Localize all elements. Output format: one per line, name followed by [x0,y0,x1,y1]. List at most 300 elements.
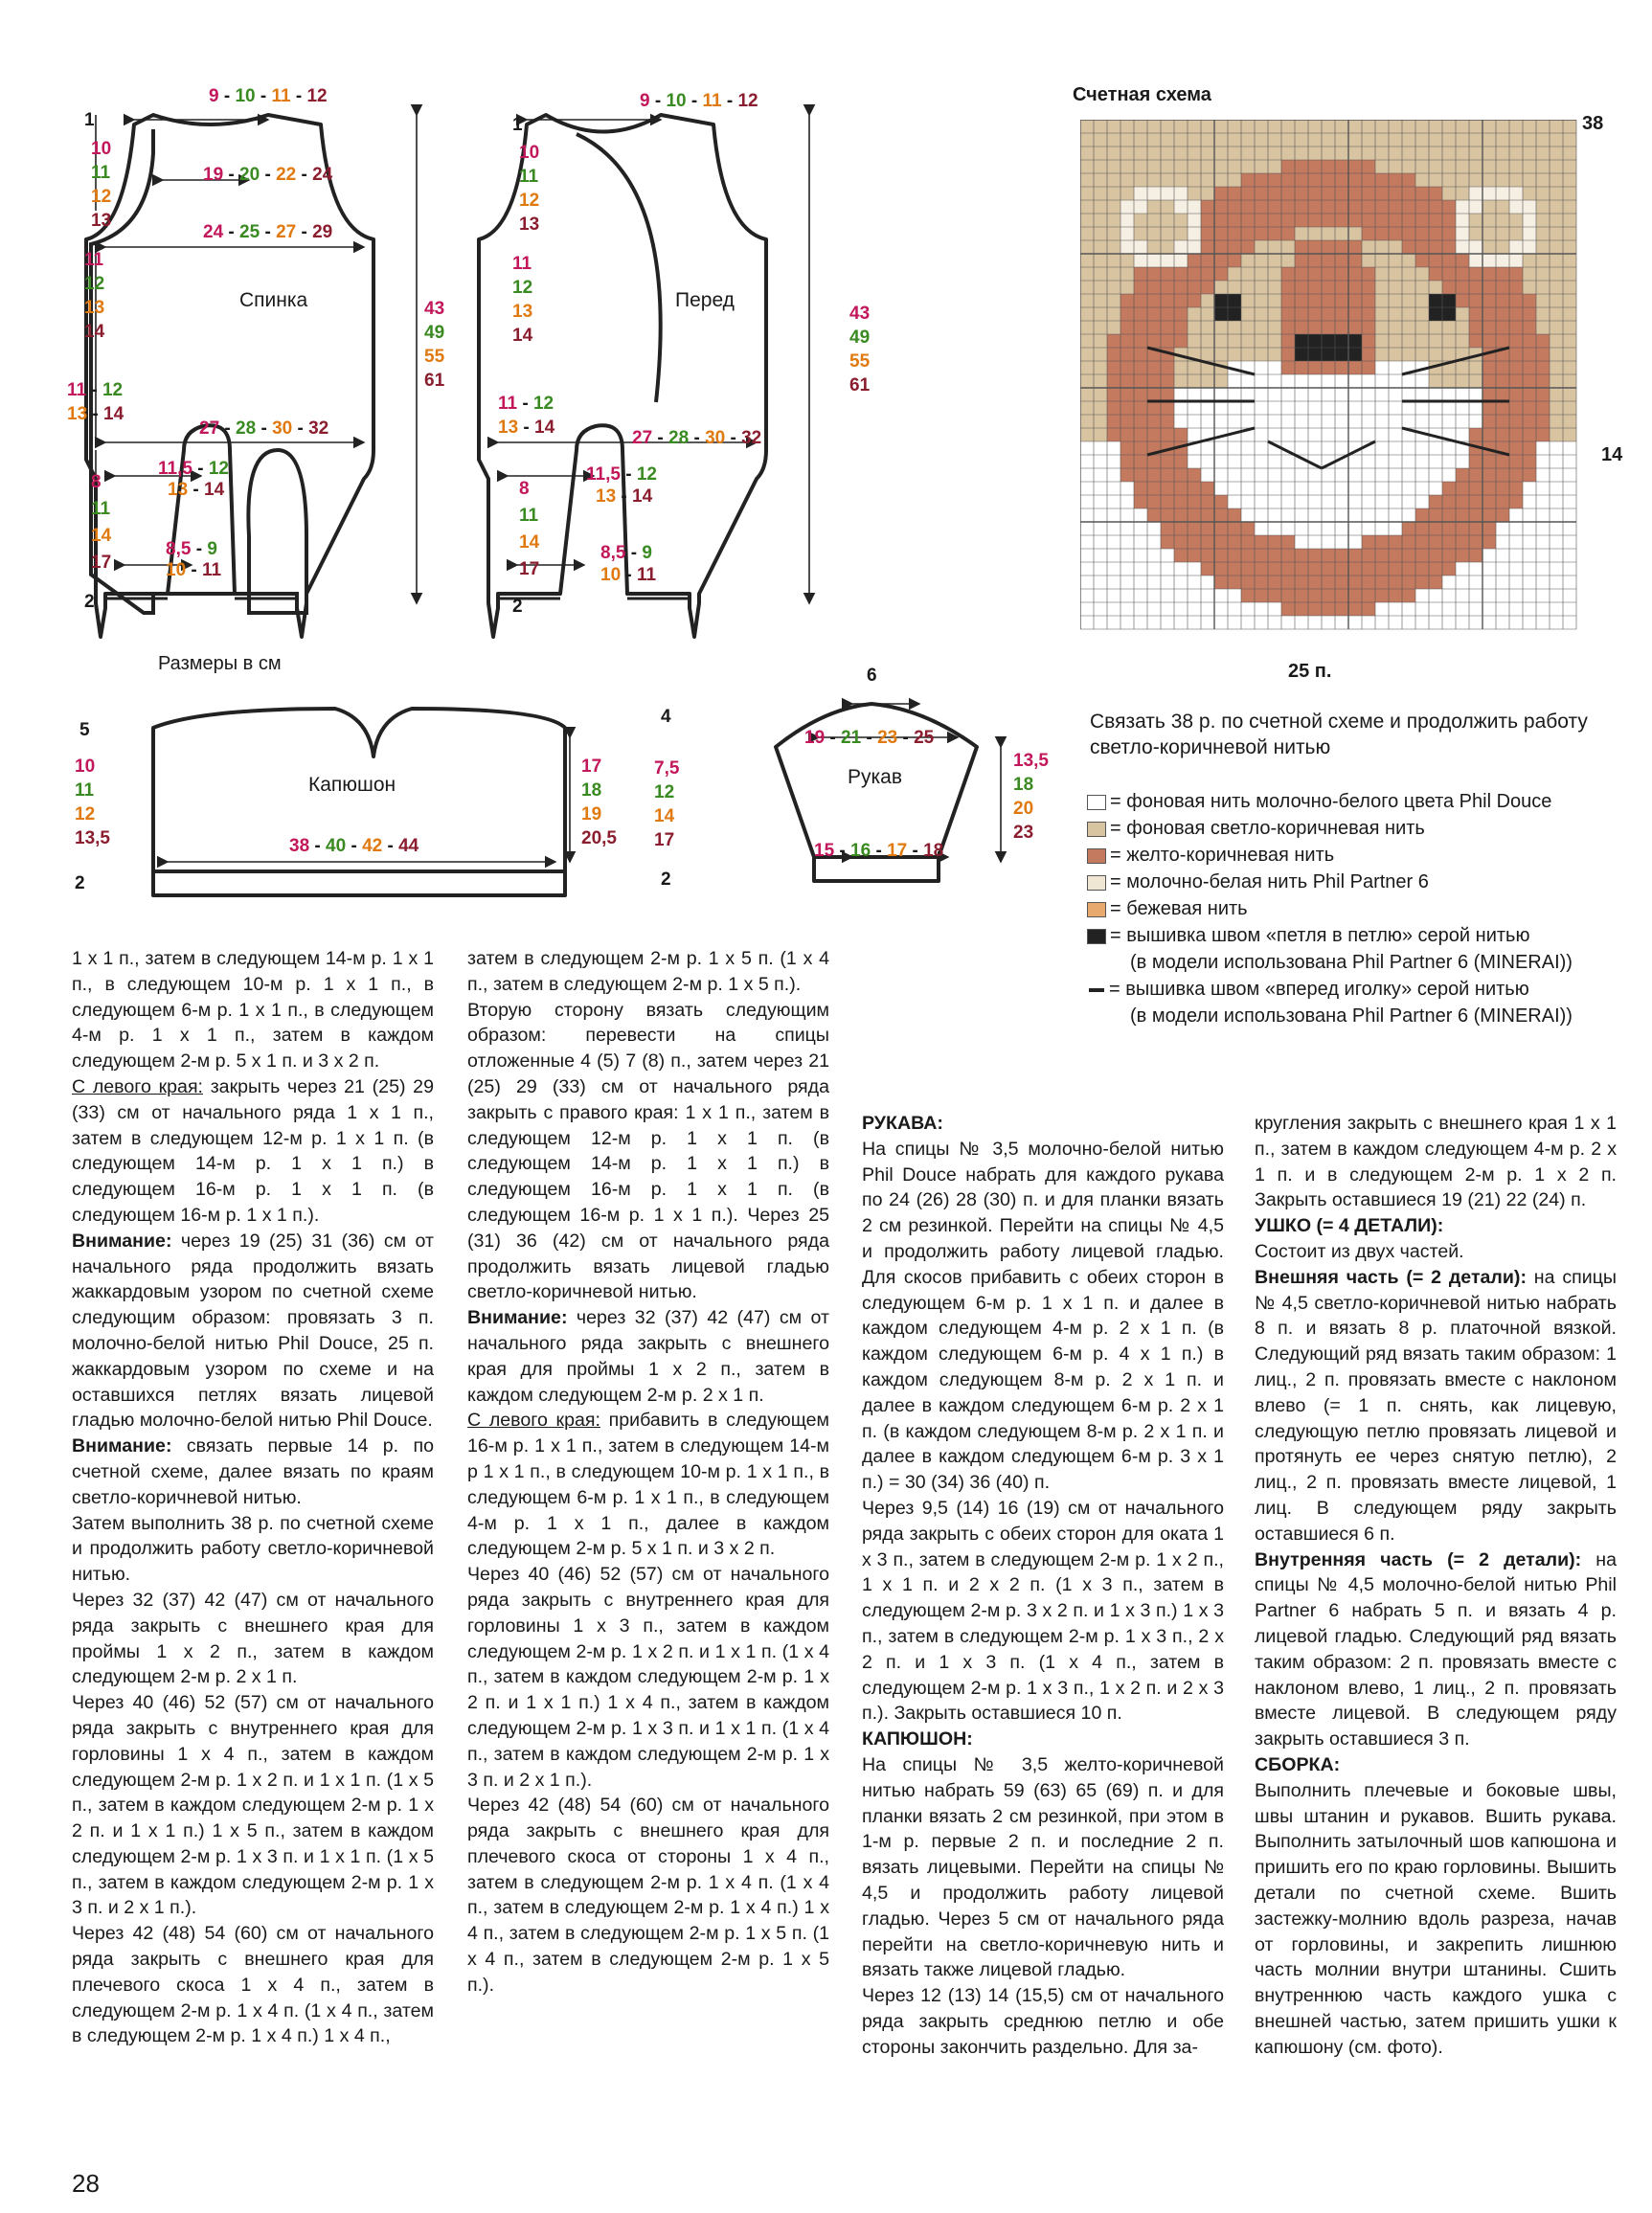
chart-cell [1375,200,1389,214]
size-4: 12 [306,86,328,106]
chart-cell [1268,522,1281,535]
chart-cell [1295,240,1308,254]
chart-cell [1308,388,1322,401]
chart-cell [1147,428,1161,441]
back-right-length [424,297,444,393]
chart-cell [1228,508,1241,522]
chart-cell [1080,267,1094,281]
chart-cell [1509,281,1523,294]
swatch-rust-icon [1087,848,1106,864]
size-1: 13,5 [1013,751,1049,771]
chart-cell [1456,549,1469,562]
paragraph: На спицы № 3,5 желто-коричневой нитью набрать 59 (63) 65 (69) п. и для планки вязать 2 см резинкой, при этом в 1-м р. первые 2 п. и последние 2 п. вязать лицевыми. Перейти на спицы № 4,5 и продолжить работу лицевой гладью. Через 5 см от начального ряда перейти на светло-коричневую нить и вязать также лицевой гладью. [862,1753,1224,1981]
chart-cell [1134,495,1147,508]
chart-cell [1375,495,1389,508]
chart-cell [1161,576,1174,589]
chart-cell [1442,508,1456,522]
chart-cell [1335,254,1348,267]
chart-cell [1550,281,1563,294]
size-1: 11 [498,394,518,414]
chart-cell [1094,415,1107,428]
chart-cell [1456,455,1469,468]
chart-cell [1268,120,1281,133]
chart-cell [1362,281,1375,294]
chart-cell [1134,401,1147,415]
chart-cell [1188,254,1201,267]
chart-cell [1402,147,1415,160]
chart-cell [1563,576,1576,589]
chart-cell [1268,227,1281,240]
chart-cell [1348,468,1362,482]
chart-cell [1268,133,1281,147]
chart-cell [1335,522,1348,535]
size-3: 13 [67,404,88,424]
chart-cell [1255,214,1268,227]
front-title: Перед [675,289,735,311]
paragraph: Через 40 (46) 52 (57) см от начального ряда закрыть с внутреннего края для горловины 1 х 3 п., затем в каждом следующем 2-м р. 1 х 2 п. и 1 х 1 п. (1 х 4 п., затем в каждом следующем 2-м р. 1 х 2 п. и 1 х 1 п.) 1 х 4 п., затем в каждом следующем 2-м р. 1 х 3 п. и 1 х 1 п. (1 х 4 п., затем в каждом следующем 2-м р. 1 х 3 п. и 2 х 1 п.). [467,1564,829,1791]
chart-cell [1442,147,1456,160]
chart-cell [1348,227,1362,240]
chart-cell [1429,455,1442,468]
chart-cell [1281,401,1295,415]
chart-cell [1214,147,1228,160]
chart-cell [1415,415,1429,428]
chart-cell [1107,267,1120,281]
paragraph: Внешняя часть (= 2 детали): на спицы № 4,5 светло-коричневой нитью набрать 8 п. и вязать 8 р. платочной вязкой. Следующий ряд вязать таким образом: 1 лиц., 2 п. провязать вместе с наклоном влево (= 1 п. снять, как лицевую, следующую петлю провязать лицевой и протянуть ее через снятую петлю), 2 лиц., 2 п. провязать вместе лицевой, 1 лиц. В следующем ряду закрыть оставшиеся 6 п. [1255,1266,1617,1545]
chart-cell [1255,187,1268,200]
chart-cell [1469,120,1482,133]
chart-cell [1214,455,1228,468]
chart-cell [1094,348,1107,361]
chart-cell [1442,415,1456,428]
chart-cell [1523,240,1536,254]
chart-cell [1509,240,1523,254]
chart-cell [1402,508,1415,522]
chart-cell [1308,508,1322,522]
chart-cell [1523,227,1536,240]
chart-cell [1255,428,1268,441]
chart-cell [1523,348,1536,361]
chart-cell [1147,455,1161,468]
chart-cell [1107,562,1120,576]
chart-cell [1348,307,1362,321]
chart-cell [1080,495,1094,508]
chart-cell [1188,522,1201,535]
chart-cell [1161,562,1174,576]
chart-cell [1563,441,1576,455]
legend-item [1087,979,1529,1001]
chart-cell [1120,160,1134,173]
chart-cell [1241,441,1255,455]
chart-cell [1161,361,1174,374]
chart-cell [1496,374,1509,388]
chart-cell [1375,415,1389,428]
chart-cell [1375,133,1389,147]
chart-cell [1241,522,1255,535]
chart-cell [1348,388,1362,401]
chart-cell [1107,321,1120,334]
chart-cell [1536,388,1550,401]
chart-cell [1469,173,1482,187]
chart-cell [1295,401,1308,415]
chart-cell [1174,187,1188,200]
chart-cell [1442,133,1456,147]
chart-cell [1174,160,1188,173]
chart-cell [1402,562,1415,576]
chart-cell [1442,281,1456,294]
chart-cell [1174,482,1188,495]
chart-cell [1295,428,1308,441]
chart-cell [1348,602,1362,616]
chart-cell [1268,616,1281,629]
size-3: 55 [424,347,445,367]
chart-cell [1469,602,1482,616]
chart-cell [1322,281,1335,294]
legend-text: = молочно-белая нить Phil Partner 6 [1110,871,1429,892]
chart-cell [1241,495,1255,508]
chart-cell [1402,160,1415,173]
chart-cell [1201,281,1214,294]
chart-cell [1281,468,1295,482]
chart-cell [1348,374,1362,388]
chart-cell [1201,468,1214,482]
chart-cell [1188,227,1201,240]
chart-cell [1107,227,1120,240]
chart-cell [1188,361,1201,374]
chart-cell [1442,334,1456,348]
size-3: 20 [1013,799,1034,819]
chart-cell [1469,361,1482,374]
chart-cell [1442,441,1456,455]
chart-cell [1174,321,1188,334]
chart-cell [1295,227,1308,240]
chart-cell [1268,374,1281,388]
chart-cell [1241,240,1255,254]
chart-cell [1120,120,1134,133]
chart-cell [1469,428,1482,441]
chart-cell [1482,428,1496,441]
chart-cell [1415,576,1429,589]
chart-cell [1241,267,1255,281]
chart-cell [1335,428,1348,441]
chart-cell [1107,361,1120,374]
chart-cell [1536,508,1550,522]
chart-cell [1241,294,1255,307]
chart-cell [1214,374,1228,388]
chart-cell [1308,254,1322,267]
chart-cell [1442,214,1456,227]
size-3: 11 [702,91,722,111]
chart-cell [1348,535,1362,549]
chart-cell [1214,576,1228,589]
chart-cell [1080,120,1094,133]
chart-cell [1308,468,1322,482]
chart-cell [1188,160,1201,173]
size-3: 55 [849,351,871,372]
chart-cell [1415,374,1429,388]
chart-cell [1308,321,1322,334]
chart-cell [1308,401,1322,415]
chart-cell [1080,240,1094,254]
size-3: 13 [512,302,533,322]
chart-cell [1147,616,1161,629]
chart-cell [1201,374,1214,388]
chart-cell [1214,187,1228,200]
chart-cell [1080,562,1094,576]
chart-cell [1469,482,1482,495]
chart-cell [1308,214,1322,227]
chart-cell [1161,468,1174,482]
chart-cell [1536,173,1550,187]
chart-cell [1094,173,1107,187]
hood-band: 2 [75,873,85,893]
chart-cell [1456,281,1469,294]
size-1: 24 [203,222,224,242]
chart-cell [1228,576,1241,589]
chart-cell [1080,361,1094,374]
paragraph: Затем выполнить 38 р. по счетной схеме и продолжить работу светло-коричневой нитью. [72,1512,434,1586]
chart-cell [1469,562,1482,576]
chart-cell [1281,589,1295,602]
chart-cell [1161,508,1174,522]
chart-cell [1442,549,1456,562]
chart-cell [1295,160,1308,173]
size-1: 38 [289,836,310,856]
size-3: 10 [600,565,622,585]
chart-cell [1496,428,1509,441]
chart-cell [1120,334,1134,348]
chart-cell [1362,576,1375,589]
chart-cell [1134,294,1147,307]
chart-cell [1456,415,1469,428]
chart-cell [1228,589,1241,602]
chart-cell [1402,240,1415,254]
chart-cell [1295,441,1308,455]
chart-cell [1147,294,1161,307]
chart-cell [1563,616,1576,629]
text-column-4 [1255,1111,1617,2060]
chart-cell [1281,214,1295,227]
chart-cell [1268,361,1281,374]
chart-cell [1094,535,1107,549]
chart-cell [1563,562,1576,576]
chart-cell [1281,254,1295,267]
chart-cell [1080,455,1094,468]
chart-cell [1120,200,1134,214]
chart-cell [1536,576,1550,589]
chart-cell [1201,267,1214,281]
chart-cell [1348,120,1362,133]
chart-cell [1080,133,1094,147]
chart-cell [1429,133,1442,147]
chart-cell [1348,616,1362,629]
chart-cell [1536,334,1550,348]
chart-cell [1228,374,1241,388]
chart-cell [1268,589,1281,602]
chart-cell [1201,508,1214,522]
chart-cell [1550,348,1563,361]
size-3: 17 [887,841,908,861]
chart-cell [1482,240,1496,254]
chart-cell [1214,388,1228,401]
chart-cell [1322,495,1335,508]
chart-cell [1174,254,1188,267]
chart-cell [1429,147,1442,160]
chart-cell [1469,508,1482,522]
chart-cell [1509,535,1523,549]
size-2: 28 [236,418,257,439]
chart-cell [1080,401,1094,415]
size-1: 9 [209,86,219,106]
chart-cell [1482,388,1496,401]
chart-cell [1281,616,1295,629]
chart-cell [1550,616,1563,629]
chart-cell [1509,455,1523,468]
chart-cell [1469,549,1482,562]
chart-cell [1362,321,1375,334]
chart-cell [1563,187,1576,200]
chart-cell [1268,254,1281,267]
chart-cell [1188,616,1201,629]
chart-cell [1348,334,1362,348]
chart-cell [1402,267,1415,281]
chart-cell [1348,455,1362,468]
chart-cell [1228,562,1241,576]
chart-cell [1415,334,1429,348]
chart-cell [1107,147,1120,160]
chart-cell [1348,482,1362,495]
chart-cell [1107,468,1120,482]
chart-cell [1442,495,1456,508]
chart-cell [1161,160,1174,173]
chart-cell [1469,576,1482,589]
chart-cell [1523,374,1536,388]
chart-cell [1415,508,1429,522]
chart-cell [1080,468,1094,482]
chart-cell [1188,374,1201,388]
counting-chart [1080,120,1580,656]
size-4: 13,5 [75,828,110,848]
size-3: 12 [91,187,112,207]
chart-cell [1389,307,1402,321]
chart-cell [1442,576,1456,589]
chart-cell [1563,522,1576,535]
chart-cell [1550,589,1563,602]
chart-cell [1255,374,1268,388]
chart-cell [1523,602,1536,616]
chart-cell [1174,133,1188,147]
chart-cell [1456,321,1469,334]
chart-cell [1255,307,1268,321]
chart-cell [1080,482,1094,495]
chart-cell [1147,495,1161,508]
chart-cell [1174,147,1188,160]
chart-cell [1536,147,1550,160]
chart-cell [1255,120,1268,133]
chart-cell [1094,508,1107,522]
chart-cell [1362,522,1375,535]
paragraph: Внутренняя часть (= 2 детали): на спицы № 4,5 молочно-белой нитью Phil Partner 6 набрать 5 п. и вязать 4 р. лицевой гладью. Следующий ряд вязать таким образом: 2 п. провязать вместе с наклоном влево, 1 лиц., 2 п. провязать вместе лицевой. В следующем ряду закрыть оставшиеся 3 п. [1255,1548,1617,1750]
chart-cell [1241,549,1255,562]
chart-cell [1147,267,1161,281]
chart-cell [1201,133,1214,147]
chart-cell [1201,334,1214,348]
chart-cell [1389,120,1402,133]
chart-cell [1107,160,1120,173]
chart-cell [1107,254,1120,267]
chart-cell [1375,348,1389,361]
chart-cell [1281,227,1295,240]
chart-title: Счетная схема [1073,84,1211,105]
chart-cell [1295,602,1308,616]
chart-cell [1134,200,1147,214]
chart-cell [1389,549,1402,562]
chart-cell [1268,294,1281,307]
chart-cell [1456,227,1469,240]
chart-cell [1241,482,1255,495]
size-1: 43 [424,299,445,319]
chart-cell [1188,562,1201,576]
chart-cell [1228,267,1241,281]
chart-cell [1080,535,1094,549]
chart-cell [1120,267,1134,281]
sizes-note: Размеры в см [158,653,282,674]
chart-cell [1389,522,1402,535]
chart-cell [1496,535,1509,549]
chart-cell [1536,120,1550,133]
chart-cell [1375,120,1389,133]
chart-cell [1308,428,1322,441]
legend-item [1087,871,1429,893]
chart-cell [1188,321,1201,334]
chart-cell [1509,173,1523,187]
chart-cell [1429,374,1442,388]
size-3: 13 [168,480,189,500]
chart-cell [1335,120,1348,133]
chart-cell [1080,334,1094,348]
chart-cell [1536,428,1550,441]
chart-cell [1281,562,1295,576]
chart-cell [1241,254,1255,267]
chart-cell [1134,348,1147,361]
chart-cell [1161,321,1174,334]
chart-cell [1255,361,1268,374]
chart-cell [1120,254,1134,267]
chart-cell [1094,401,1107,415]
size-4: 17 [654,830,675,850]
size-4: 32 [741,428,762,448]
chart-cell [1308,441,1322,455]
section-heading: СБОРКА: [1255,1753,1341,1775]
swatch-cream-icon [1087,875,1106,891]
chart-cell [1107,616,1120,629]
chart-cell [1496,415,1509,428]
chart-cell [1482,321,1496,334]
size-4: 17 [519,559,540,579]
chart-cell [1295,120,1308,133]
chart-caption [1090,709,1626,760]
chart-cell [1523,173,1536,187]
chart-cell [1456,482,1469,495]
chart-cell [1415,254,1429,267]
chart-cell [1268,549,1281,562]
hood-right-sizes [581,755,617,850]
chart-cell [1469,374,1482,388]
size-1: 10 [519,143,540,163]
chart-cell [1429,200,1442,214]
chart-cell [1188,120,1201,133]
chart-cell [1174,415,1188,428]
